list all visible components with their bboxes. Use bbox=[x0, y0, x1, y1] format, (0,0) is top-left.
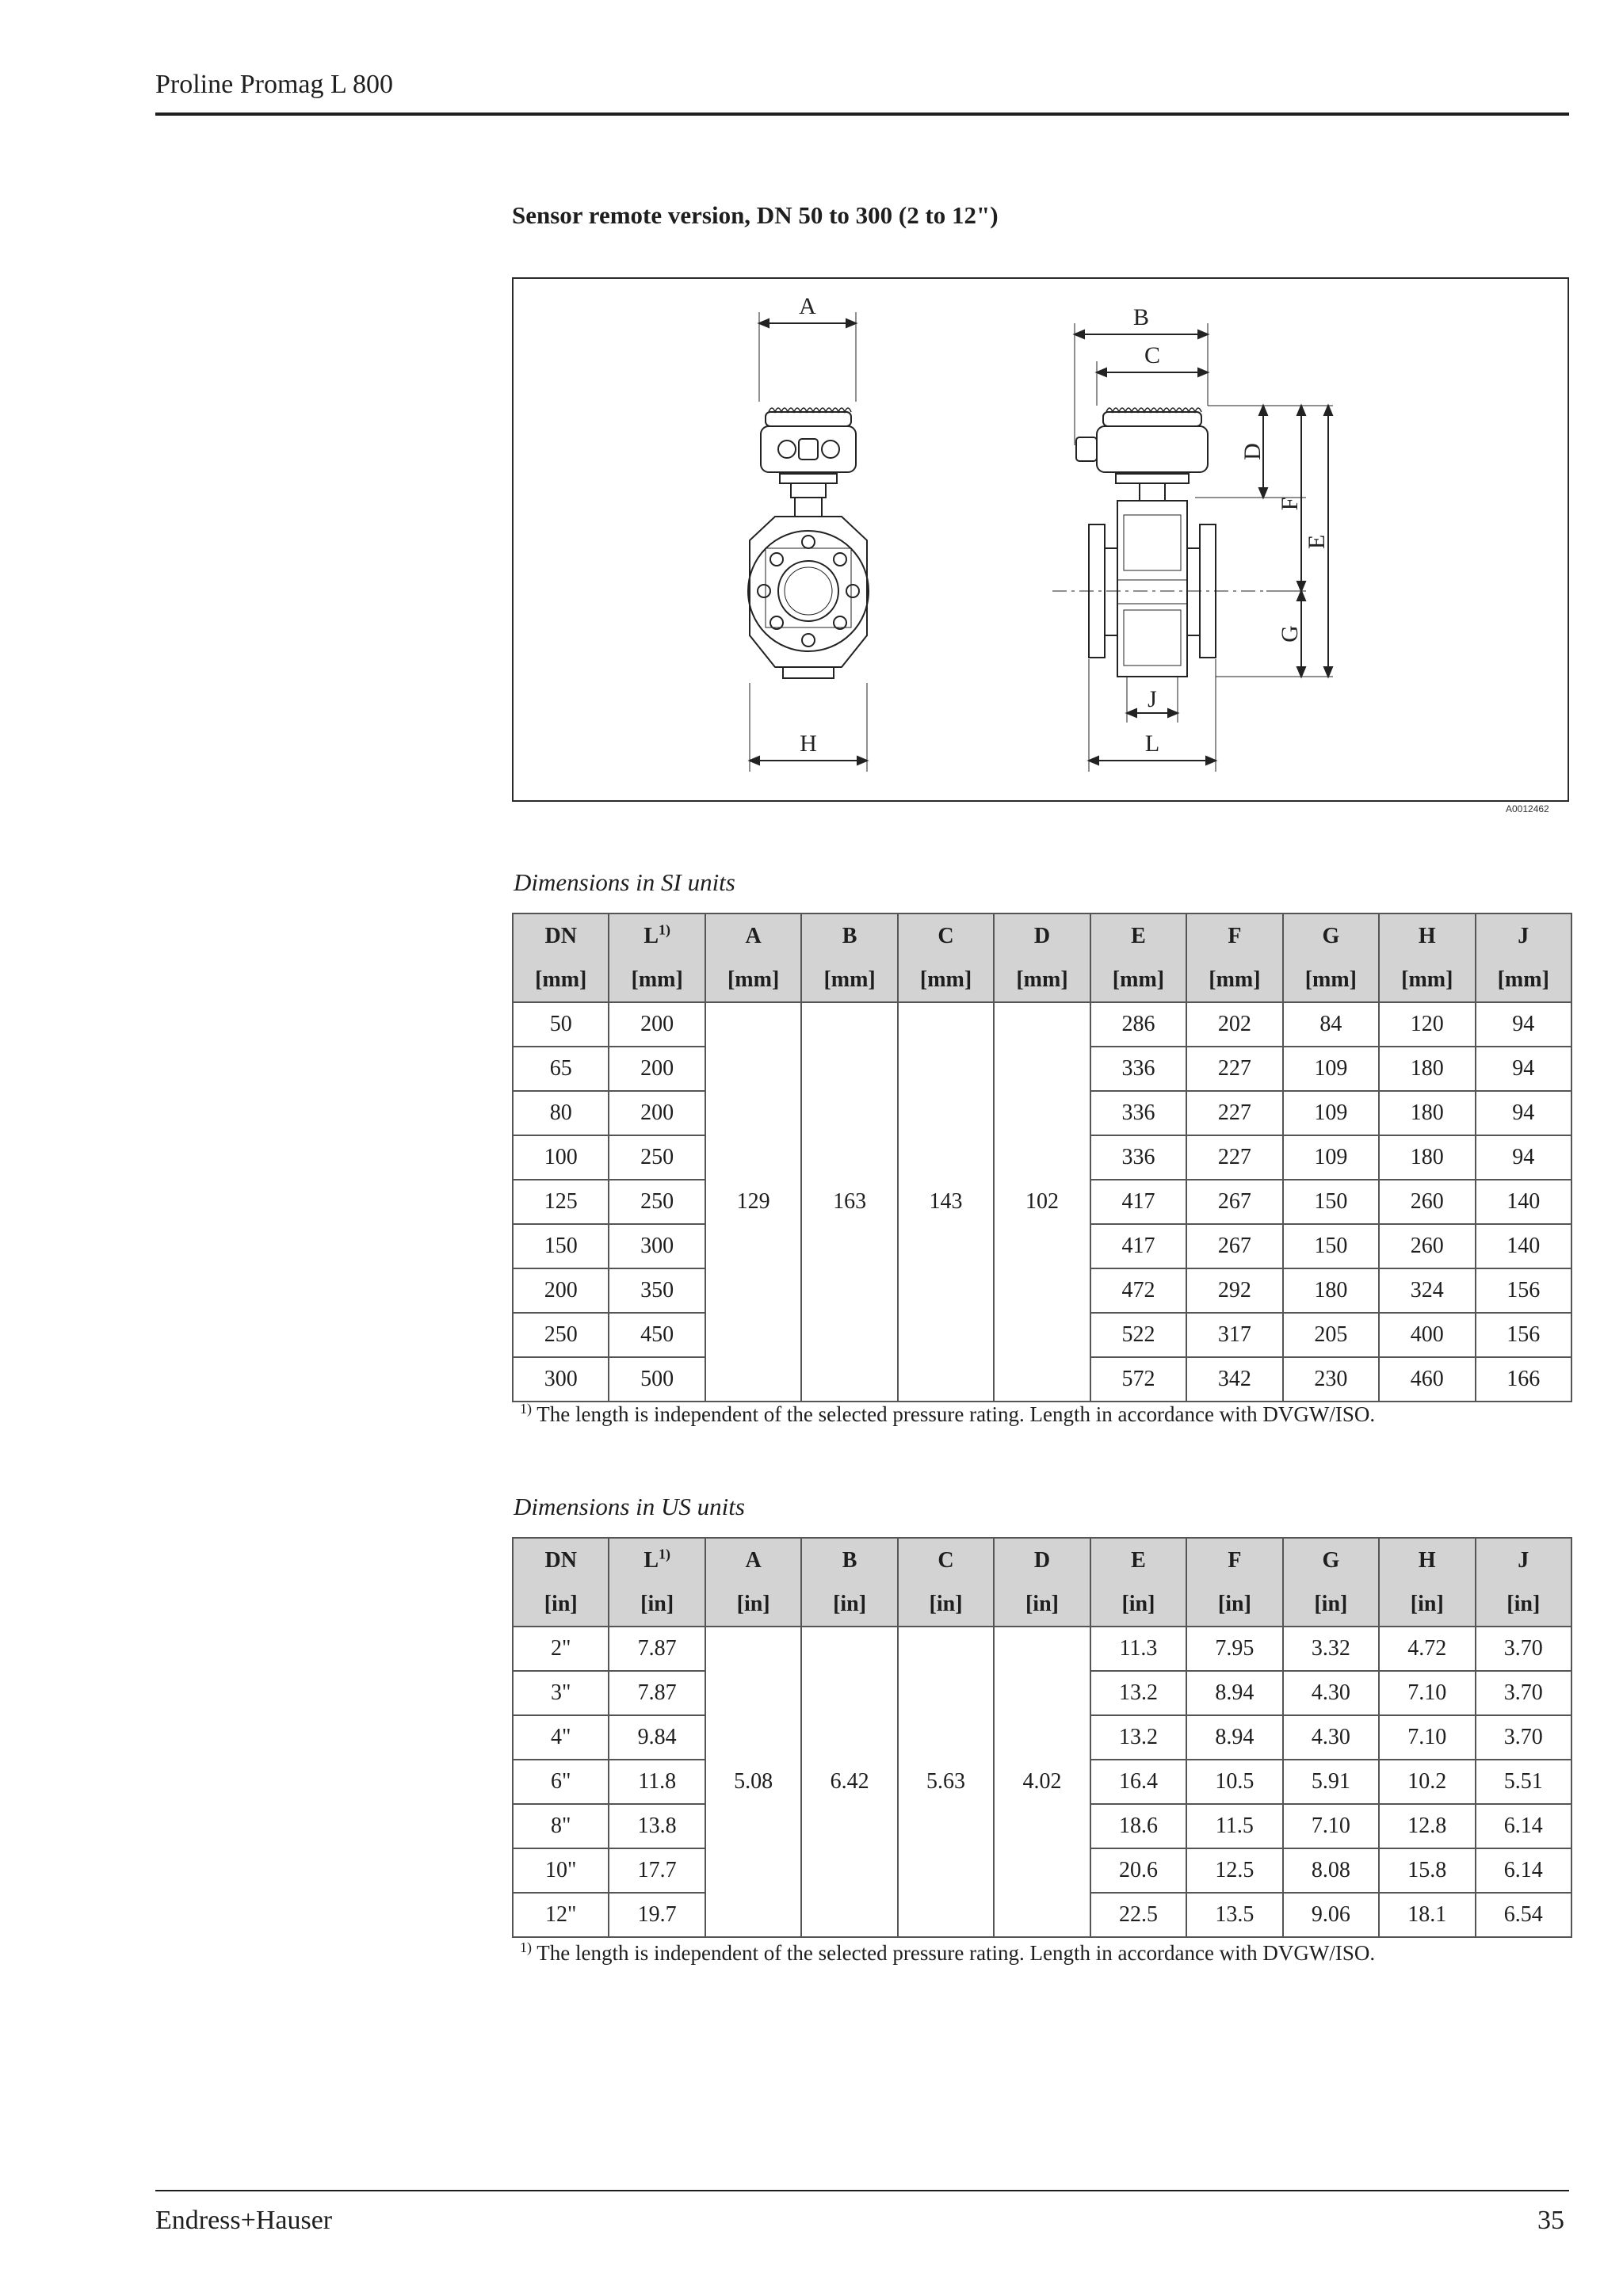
cell-dn: 200 bbox=[513, 1268, 609, 1313]
cell-g: 150 bbox=[1283, 1180, 1379, 1224]
cell-j: 156 bbox=[1476, 1268, 1571, 1313]
col-header-d: D bbox=[994, 913, 1090, 958]
col-header-a: A bbox=[705, 1538, 801, 1582]
unit-header: [mm] bbox=[1090, 958, 1186, 1002]
cell-h: 10.2 bbox=[1379, 1760, 1475, 1804]
cell-f: 12.5 bbox=[1186, 1848, 1282, 1893]
cell-e: 336 bbox=[1090, 1091, 1186, 1135]
cell-l: 250 bbox=[609, 1180, 705, 1224]
cell-e: 572 bbox=[1090, 1357, 1186, 1402]
cell-h: 324 bbox=[1379, 1268, 1475, 1313]
cell-h: 7.10 bbox=[1379, 1715, 1475, 1760]
unit-header: [in] bbox=[1476, 1582, 1571, 1627]
cell-b: 163 bbox=[801, 1002, 897, 1402]
cell-e: 13.2 bbox=[1090, 1715, 1186, 1760]
section-title: Sensor remote version, DN 50 to 300 (2 to 12") bbox=[512, 201, 999, 229]
cell-j: 5.51 bbox=[1476, 1760, 1571, 1804]
cell-g: 7.10 bbox=[1283, 1804, 1379, 1848]
figure-id: A0012462 bbox=[1506, 803, 1549, 814]
unit-header: [mm] bbox=[705, 958, 801, 1002]
unit-header: [in] bbox=[705, 1582, 801, 1627]
cell-j: 156 bbox=[1476, 1313, 1571, 1357]
cell-e: 16.4 bbox=[1090, 1760, 1186, 1804]
col-header-f: F bbox=[1186, 913, 1282, 958]
cell-l: 500 bbox=[609, 1357, 705, 1402]
unit-header: [mm] bbox=[1186, 958, 1282, 1002]
cell-g: 180 bbox=[1283, 1268, 1379, 1313]
cell-l: 7.87 bbox=[609, 1627, 705, 1671]
col-header-e: E bbox=[1090, 1538, 1186, 1582]
label-g: G bbox=[1277, 625, 1303, 643]
cell-g: 84 bbox=[1283, 1002, 1379, 1047]
cell-g: 109 bbox=[1283, 1047, 1379, 1091]
unit-header: [mm] bbox=[898, 958, 994, 1002]
cell-g: 150 bbox=[1283, 1224, 1379, 1268]
table-row bbox=[513, 1627, 1571, 1671]
cell-g: 8.08 bbox=[1283, 1848, 1379, 1893]
cell-l: 11.8 bbox=[609, 1760, 705, 1804]
cell-l: 19.7 bbox=[609, 1893, 705, 1937]
cell-dn: 10" bbox=[513, 1848, 609, 1893]
cell-e: 286 bbox=[1090, 1002, 1186, 1047]
label-a: A bbox=[799, 293, 816, 319]
cell-f: 292 bbox=[1186, 1268, 1282, 1313]
cell-dn: 65 bbox=[513, 1047, 609, 1091]
unit-header: [in] bbox=[898, 1582, 994, 1627]
cell-j: 94 bbox=[1476, 1002, 1571, 1047]
cell-c: 143 bbox=[898, 1002, 994, 1402]
cell-e: 20.6 bbox=[1090, 1848, 1186, 1893]
unit-header: [mm] bbox=[994, 958, 1090, 1002]
unit-header: [mm] bbox=[801, 958, 897, 1002]
col-header-c: C bbox=[898, 913, 994, 958]
cell-f: 227 bbox=[1186, 1047, 1282, 1091]
cell-f: 227 bbox=[1186, 1135, 1282, 1180]
cell-e: 18.6 bbox=[1090, 1804, 1186, 1848]
front-view bbox=[748, 293, 869, 772]
cell-f: 8.94 bbox=[1186, 1715, 1282, 1760]
col-header-j: J bbox=[1476, 1538, 1571, 1582]
cell-h: 180 bbox=[1379, 1135, 1475, 1180]
cell-e: 472 bbox=[1090, 1268, 1186, 1313]
si-table-caption: Dimensions in SI units bbox=[514, 868, 735, 896]
cell-e: 11.3 bbox=[1090, 1627, 1186, 1671]
cell-j: 6.14 bbox=[1476, 1848, 1571, 1893]
dimension-drawing bbox=[512, 277, 1569, 802]
cell-e: 417 bbox=[1090, 1224, 1186, 1268]
unit-header: [in] bbox=[994, 1582, 1090, 1627]
unit-header: [mm] bbox=[513, 958, 609, 1002]
col-header-l: $L^{1)}$ bbox=[609, 1538, 705, 1582]
cell-l: 450 bbox=[609, 1313, 705, 1357]
cell-f: 7.95 bbox=[1186, 1627, 1282, 1671]
cell-f: 267 bbox=[1186, 1180, 1282, 1224]
footnote-ref: 1) bbox=[659, 921, 671, 938]
cell-g: 4.30 bbox=[1283, 1715, 1379, 1760]
cell-d: 102 bbox=[994, 1002, 1090, 1402]
cell-l: 300 bbox=[609, 1224, 705, 1268]
cell-h: 15.8 bbox=[1379, 1848, 1475, 1893]
label-e: E bbox=[1304, 534, 1330, 550]
cell-f: 8.94 bbox=[1186, 1671, 1282, 1715]
cell-j: 166 bbox=[1476, 1357, 1571, 1402]
cell-e: 417 bbox=[1090, 1180, 1186, 1224]
cell-e: 13.2 bbox=[1090, 1671, 1186, 1715]
col-header-c: C bbox=[898, 1538, 994, 1582]
cell-f: 11.5 bbox=[1186, 1804, 1282, 1848]
cell-dn: 3" bbox=[513, 1671, 609, 1715]
label-b: B bbox=[1132, 304, 1150, 330]
cell-e: 336 bbox=[1090, 1135, 1186, 1180]
cell-j: 6.54 bbox=[1476, 1893, 1571, 1937]
col-header-b: B bbox=[801, 913, 897, 958]
cell-l: 200 bbox=[609, 1002, 705, 1047]
unit-header: [in] bbox=[609, 1582, 705, 1627]
col-header-h: H bbox=[1379, 913, 1475, 958]
unit-header: [in] bbox=[1186, 1582, 1282, 1627]
cell-e: 22.5 bbox=[1090, 1893, 1186, 1937]
col-header-h: H bbox=[1379, 1538, 1475, 1582]
label-l: L bbox=[1144, 730, 1160, 757]
col-header-g: G bbox=[1283, 1538, 1379, 1582]
label-f: F bbox=[1277, 497, 1303, 511]
us-dimensions-table bbox=[512, 1537, 1572, 1938]
label-h: H bbox=[800, 730, 817, 757]
cell-h: 120 bbox=[1379, 1002, 1475, 1047]
cell-dn: 2" bbox=[513, 1627, 609, 1671]
col-header-j: J bbox=[1476, 913, 1571, 958]
cell-l: 200 bbox=[609, 1091, 705, 1135]
cell-e: 336 bbox=[1090, 1047, 1186, 1091]
sensor-drawing-svg bbox=[514, 279, 1571, 803]
cell-h: 180 bbox=[1379, 1047, 1475, 1091]
col-header-dn: DN bbox=[513, 913, 609, 958]
col-header-dn: DN bbox=[513, 1538, 609, 1582]
cell-h: 4.72 bbox=[1379, 1627, 1475, 1671]
cell-dn: 4" bbox=[513, 1715, 609, 1760]
header-rule bbox=[155, 113, 1569, 116]
unit-header: [in] bbox=[801, 1582, 897, 1627]
cell-dn: 12" bbox=[513, 1893, 609, 1937]
unit-header: [in] bbox=[1090, 1582, 1186, 1627]
si-footnote bbox=[520, 1402, 1375, 1427]
footnote-text: The length is independent of the selected pressure rating. Length in accordance with DVGW/ISO. bbox=[537, 1402, 1376, 1426]
cell-h: 18.1 bbox=[1379, 1893, 1475, 1937]
us-footnote bbox=[520, 1941, 1375, 1966]
cell-f: 10.5 bbox=[1186, 1760, 1282, 1804]
cell-j: 3.70 bbox=[1476, 1715, 1571, 1760]
cell-l: 17.7 bbox=[609, 1848, 705, 1893]
cell-g: 4.30 bbox=[1283, 1671, 1379, 1715]
col-header-e: E bbox=[1090, 913, 1186, 958]
cell-h: 7.10 bbox=[1379, 1671, 1475, 1715]
unit-header: [mm] bbox=[1476, 958, 1571, 1002]
footnote-text: The length is independent of the selected pressure rating. Length in accordance with DVGW/ISO. bbox=[537, 1941, 1376, 1965]
cell-dn: 6" bbox=[513, 1760, 609, 1804]
footnote-mark: 1) bbox=[520, 1401, 532, 1417]
cell-e: 522 bbox=[1090, 1313, 1186, 1357]
page-number: 35 bbox=[1537, 2206, 1564, 2235]
unit-header: [mm] bbox=[609, 958, 705, 1002]
cell-h: 460 bbox=[1379, 1357, 1475, 1402]
cell-g: 109 bbox=[1283, 1135, 1379, 1180]
cell-h: 400 bbox=[1379, 1313, 1475, 1357]
cell-h: 12.8 bbox=[1379, 1804, 1475, 1848]
us-table-caption: Dimensions in US units bbox=[514, 1493, 745, 1520]
cell-a: 129 bbox=[705, 1002, 801, 1402]
cell-j: 6.14 bbox=[1476, 1804, 1571, 1848]
col-header-a: A bbox=[705, 913, 801, 958]
cell-dn: 250 bbox=[513, 1313, 609, 1357]
cell-f: 317 bbox=[1186, 1313, 1282, 1357]
cell-dn: 300 bbox=[513, 1357, 609, 1402]
unit-header: [in] bbox=[1379, 1582, 1475, 1627]
cell-h: 180 bbox=[1379, 1091, 1475, 1135]
label-j: J bbox=[1148, 686, 1157, 712]
cell-h: 260 bbox=[1379, 1180, 1475, 1224]
cell-j: 3.70 bbox=[1476, 1671, 1571, 1715]
si-dimensions-table bbox=[512, 913, 1572, 1402]
cell-l: 350 bbox=[609, 1268, 705, 1313]
cell-dn: 100 bbox=[513, 1135, 609, 1180]
cell-j: 94 bbox=[1476, 1091, 1571, 1135]
cell-a: 5.08 bbox=[705, 1627, 801, 1937]
cell-d: 4.02 bbox=[994, 1627, 1090, 1937]
cell-j: 140 bbox=[1476, 1180, 1571, 1224]
table-row bbox=[513, 1002, 1571, 1047]
cell-dn: 8" bbox=[513, 1804, 609, 1848]
cell-dn: 50 bbox=[513, 1002, 609, 1047]
cell-f: 202 bbox=[1186, 1002, 1282, 1047]
cell-h: 260 bbox=[1379, 1224, 1475, 1268]
cell-c: 5.63 bbox=[898, 1627, 994, 1937]
col-header-g: G bbox=[1283, 913, 1379, 958]
cell-b: 6.42 bbox=[801, 1627, 897, 1937]
unit-header: [in] bbox=[1283, 1582, 1379, 1627]
cell-g: 230 bbox=[1283, 1357, 1379, 1402]
cell-dn: 80 bbox=[513, 1091, 609, 1135]
unit-header: [in] bbox=[513, 1582, 609, 1627]
cell-dn: 125 bbox=[513, 1180, 609, 1224]
footer-brand: Endress+Hauser bbox=[155, 2206, 333, 2235]
cell-l: 200 bbox=[609, 1047, 705, 1091]
footnote-mark: 1) bbox=[520, 1939, 532, 1955]
cell-f: 227 bbox=[1186, 1091, 1282, 1135]
label-d: D bbox=[1239, 443, 1266, 460]
cell-g: 9.06 bbox=[1283, 1893, 1379, 1937]
cell-f: 267 bbox=[1186, 1224, 1282, 1268]
header-title: Proline Promag L 800 bbox=[155, 70, 393, 99]
unit-header: [mm] bbox=[1379, 958, 1475, 1002]
cell-g: 109 bbox=[1283, 1091, 1379, 1135]
label-c: C bbox=[1144, 342, 1161, 368]
footer-rule bbox=[155, 2190, 1569, 2191]
cell-dn: 150 bbox=[513, 1224, 609, 1268]
cell-l: 9.84 bbox=[609, 1715, 705, 1760]
col-header-d: D bbox=[994, 1538, 1090, 1582]
cell-j: 140 bbox=[1476, 1224, 1571, 1268]
cell-f: 342 bbox=[1186, 1357, 1282, 1402]
cell-f: 13.5 bbox=[1186, 1893, 1282, 1937]
cell-g: 205 bbox=[1283, 1313, 1379, 1357]
col-header-l: $L^{1)}$ bbox=[609, 913, 705, 958]
unit-header: [mm] bbox=[1283, 958, 1379, 1002]
footnote-ref: 1) bbox=[659, 1546, 671, 1562]
cell-g: 5.91 bbox=[1283, 1760, 1379, 1804]
cell-j: 94 bbox=[1476, 1047, 1571, 1091]
side-view bbox=[1052, 304, 1333, 772]
cell-g: 3.32 bbox=[1283, 1627, 1379, 1671]
cell-l: 7.87 bbox=[609, 1671, 705, 1715]
cell-l: 250 bbox=[609, 1135, 705, 1180]
cell-j: 3.70 bbox=[1476, 1627, 1571, 1671]
cell-l: 13.8 bbox=[609, 1804, 705, 1848]
col-header-f: F bbox=[1186, 1538, 1282, 1582]
col-header-b: B bbox=[801, 1538, 897, 1582]
cell-j: 94 bbox=[1476, 1135, 1571, 1180]
